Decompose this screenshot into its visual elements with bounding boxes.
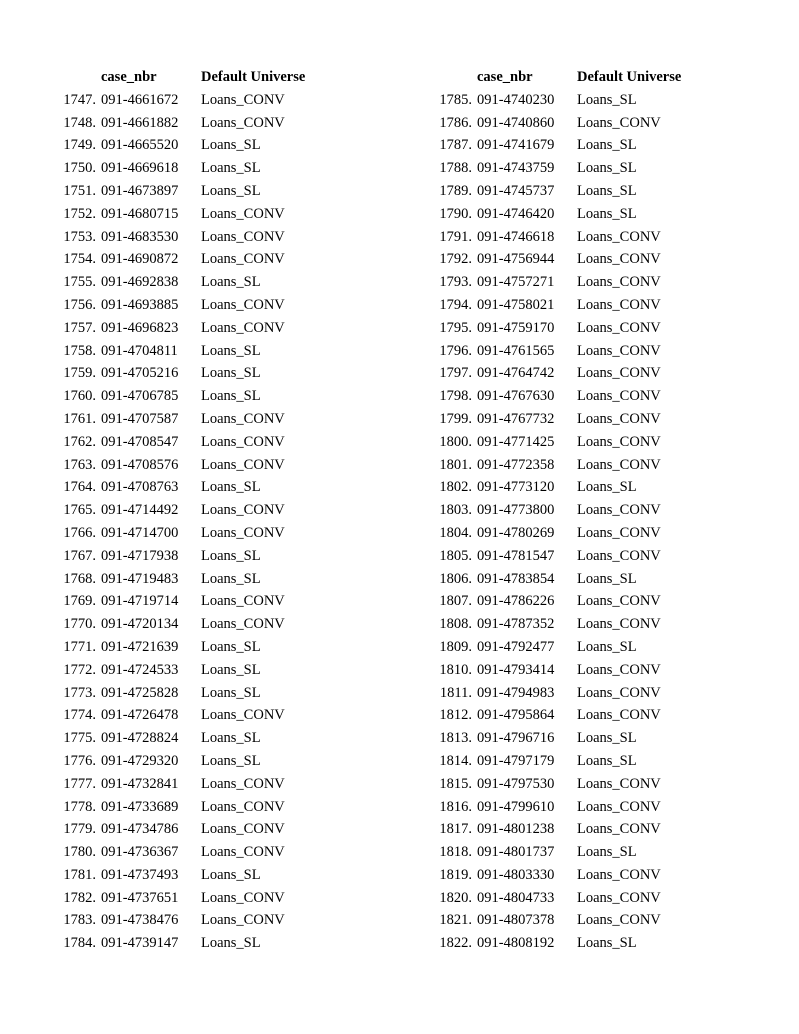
- default-universe-cell: Loans_CONV: [577, 684, 661, 701]
- row-index: 1759.: [63, 365, 96, 382]
- default-universe-cell: Loans_CONV: [577, 593, 661, 610]
- case-nbr-cell: 091-4708576: [101, 456, 179, 473]
- case-nbr-cell: 091-4801238: [477, 821, 555, 838]
- default-universe-cell: Loans_CONV: [577, 296, 661, 313]
- case-nbr-cell: 091-4725828: [101, 684, 179, 701]
- case-nbr-cell: 091-4719714: [101, 593, 179, 610]
- case-nbr-cell: 091-4729320: [101, 752, 179, 769]
- row-index: 1753.: [63, 228, 96, 245]
- row-index: 1800.: [439, 433, 472, 450]
- row-index: 1802.: [439, 479, 472, 496]
- default-universe-cell: Loans_CONV: [201, 228, 285, 245]
- row-index: 1797.: [439, 365, 472, 382]
- default-universe-cell: Loans_CONV: [577, 319, 661, 336]
- case-nbr-cell: 091-4736367: [101, 844, 179, 861]
- case-nbr-cell: 091-4719483: [101, 570, 179, 587]
- default-universe-cell: Loans_SL: [201, 570, 261, 587]
- default-universe-cell: Loans_CONV: [201, 296, 285, 313]
- default-universe-cell: Loans_CONV: [577, 433, 661, 450]
- row-index: 1788.: [439, 160, 472, 177]
- default-universe-cell: Loans_SL: [577, 160, 637, 177]
- default-universe-cell: Loans_SL: [201, 479, 261, 496]
- default-universe-cell: Loans_CONV: [577, 274, 661, 291]
- row-index: 1812.: [439, 707, 472, 724]
- default-universe-cell: Loans_CONV: [577, 866, 661, 883]
- case-nbr-cell: 091-4717938: [101, 547, 179, 564]
- default-universe-cell: Loans_CONV: [201, 593, 285, 610]
- case-nbr-cell: 091-4692838: [101, 274, 179, 291]
- case-nbr-cell: 091-4793414: [477, 661, 555, 678]
- row-index: 1816.: [439, 798, 472, 815]
- row-index: 1780.: [63, 844, 96, 861]
- case-nbr-cell: 091-4780269: [477, 524, 555, 541]
- case-nbr-cell: 091-4739147: [101, 935, 179, 952]
- header-case-nbr: case_nbr: [101, 69, 157, 85]
- case-nbr-cell: 091-4797530: [477, 775, 555, 792]
- row-index: 1768.: [63, 570, 96, 587]
- default-universe-cell: Loans_SL: [201, 137, 261, 154]
- case-nbr-cell: 091-4771425: [477, 433, 555, 450]
- case-nbr-cell: 091-4661882: [101, 114, 179, 131]
- default-universe-cell: Loans_CONV: [577, 410, 661, 427]
- case-nbr-cell: 091-4764742: [477, 365, 555, 382]
- row-index: 1796.: [439, 342, 472, 359]
- default-universe-cell: Loans_CONV: [577, 616, 661, 633]
- header-default-universe: Default Universe: [577, 69, 682, 85]
- case-nbr-cell: 091-4757271: [477, 274, 555, 291]
- case-nbr-cell: 091-4741679: [477, 137, 555, 154]
- case-nbr-cell: 091-4669618: [101, 160, 179, 177]
- case-nbr-cell: 091-4661672: [101, 91, 179, 108]
- row-index: 1769.: [63, 593, 96, 610]
- case-nbr-cell: 091-4803330: [477, 866, 555, 883]
- row-index: 1752.: [63, 205, 96, 222]
- default-universe-cell: Loans_CONV: [201, 912, 285, 929]
- row-index: 1793.: [439, 274, 472, 291]
- row-index: 1813.: [439, 730, 472, 747]
- default-universe-cell: Loans_SL: [201, 365, 261, 382]
- default-universe-cell: Loans_CONV: [577, 912, 661, 929]
- case-nbr-cell: 091-4801737: [477, 844, 555, 861]
- case-nbr-cell: 091-4759170: [477, 319, 555, 336]
- case-nbr-cell: 091-4783854: [477, 570, 555, 587]
- default-universe-cell: Loans_CONV: [577, 228, 661, 245]
- row-index: 1782.: [63, 889, 96, 906]
- row-index: 1789.: [439, 182, 472, 199]
- default-universe-cell: Loans_CONV: [201, 456, 285, 473]
- default-universe-cell: Loans_CONV: [577, 251, 661, 268]
- case-nbr-cell: 091-4767630: [477, 388, 555, 405]
- default-universe-cell: Loans_SL: [577, 479, 637, 496]
- default-universe-cell: Loans_CONV: [577, 661, 661, 678]
- case-nbr-cell: 091-4767732: [477, 410, 555, 427]
- row-index: 1750.: [63, 160, 96, 177]
- default-universe-cell: Loans_SL: [201, 160, 261, 177]
- row-index: 1761.: [63, 410, 96, 427]
- row-index: 1819.: [439, 866, 472, 883]
- case-nbr-cell: 091-4714700: [101, 524, 179, 541]
- row-index: 1755.: [63, 274, 96, 291]
- case-nbr-cell: 091-4746618: [477, 228, 555, 245]
- default-universe-cell: Loans_CONV: [201, 251, 285, 268]
- default-universe-cell: Loans_SL: [201, 866, 261, 883]
- row-index: 1749.: [63, 137, 96, 154]
- row-index: 1757.: [63, 319, 96, 336]
- row-index: 1771.: [63, 638, 96, 655]
- row-index: 1786.: [439, 114, 472, 131]
- default-universe-cell: Loans_CONV: [577, 456, 661, 473]
- case-nbr-cell: 091-4773800: [477, 502, 555, 519]
- row-index: 1807.: [439, 593, 472, 610]
- row-index: 1760.: [63, 388, 96, 405]
- case-nbr-cell: 091-4799610: [477, 798, 555, 815]
- default-universe-cell: Loans_CONV: [577, 775, 661, 792]
- row-index: 1794.: [439, 296, 472, 313]
- default-universe-cell: Loans_CONV: [201, 319, 285, 336]
- default-universe-cell: Loans_SL: [201, 661, 261, 678]
- row-index: 1754.: [63, 251, 96, 268]
- default-universe-cell: Loans_SL: [201, 730, 261, 747]
- row-index: 1758.: [63, 342, 96, 359]
- case-nbr-cell: 091-4673897: [101, 182, 179, 199]
- default-universe-cell: Loans_CONV: [201, 205, 285, 222]
- row-index: 1764.: [63, 479, 96, 496]
- row-index: 1803.: [439, 502, 472, 519]
- default-universe-cell: Loans_CONV: [577, 502, 661, 519]
- default-universe-cell: Loans_CONV: [577, 547, 661, 564]
- case-nbr-cell: 091-4707587: [101, 410, 179, 427]
- case-nbr-cell: 091-4714492: [101, 502, 179, 519]
- case-nbr-cell: 091-4807378: [477, 912, 555, 929]
- row-index: 1770.: [63, 616, 96, 633]
- default-universe-cell: Loans_CONV: [201, 707, 285, 724]
- default-universe-cell: Loans_SL: [577, 638, 637, 655]
- case-nbr-cell: 091-4743759: [477, 160, 555, 177]
- row-index: 1799.: [439, 410, 472, 427]
- row-index: 1778.: [63, 798, 96, 815]
- default-universe-cell: Loans_CONV: [201, 433, 285, 450]
- default-universe-cell: Loans_SL: [577, 752, 637, 769]
- row-index: 1817.: [439, 821, 472, 838]
- case-nbr-cell: 091-4740860: [477, 114, 555, 131]
- case-nbr-cell: 091-4772358: [477, 456, 555, 473]
- default-universe-cell: Loans_SL: [201, 342, 261, 359]
- default-universe-cell: Loans_CONV: [201, 616, 285, 633]
- case-nbr-cell: 091-4733689: [101, 798, 179, 815]
- case-nbr-cell: 091-4728824: [101, 730, 179, 747]
- row-index: 1814.: [439, 752, 472, 769]
- default-universe-cell: Loans_CONV: [577, 798, 661, 815]
- case-nbr-cell: 091-4732841: [101, 775, 179, 792]
- case-nbr-cell: 091-4706785: [101, 388, 179, 405]
- row-index: 1811.: [439, 684, 472, 701]
- row-index: 1756.: [63, 296, 96, 313]
- default-universe-cell: Loans_CONV: [201, 114, 285, 131]
- default-universe-cell: Loans_SL: [201, 638, 261, 655]
- default-universe-cell: Loans_SL: [201, 935, 261, 952]
- row-index: 1801.: [439, 456, 472, 473]
- default-universe-cell: Loans_SL: [201, 547, 261, 564]
- row-index: 1820.: [439, 889, 472, 906]
- default-universe-cell: Loans_SL: [201, 182, 261, 199]
- row-index: 1773.: [63, 684, 96, 701]
- case-nbr-cell: 091-4804733: [477, 889, 555, 906]
- case-nbr-cell: 091-4720134: [101, 616, 179, 633]
- row-index: 1783.: [63, 912, 96, 929]
- default-universe-cell: Loans_CONV: [577, 889, 661, 906]
- row-index: 1808.: [439, 616, 472, 633]
- default-universe-cell: Loans_CONV: [201, 91, 285, 108]
- row-index: 1791.: [439, 228, 472, 245]
- default-universe-cell: Loans_CONV: [577, 524, 661, 541]
- row-index: 1804.: [439, 524, 472, 541]
- row-index: 1792.: [439, 251, 472, 268]
- default-universe-cell: Loans_CONV: [201, 844, 285, 861]
- row-index: 1779.: [63, 821, 96, 838]
- default-universe-cell: Loans_SL: [577, 205, 637, 222]
- row-index: 1784.: [63, 935, 96, 952]
- case-nbr-cell: 091-4794983: [477, 684, 555, 701]
- case-nbr-cell: 091-4683530: [101, 228, 179, 245]
- case-nbr-cell: 091-4726478: [101, 707, 179, 724]
- default-universe-cell: Loans_CONV: [201, 410, 285, 427]
- row-index: 1821.: [439, 912, 472, 929]
- case-nbr-cell: 091-4745737: [477, 182, 555, 199]
- default-universe-cell: Loans_CONV: [201, 502, 285, 519]
- case-nbr-cell: 091-4705216: [101, 365, 179, 382]
- row-index: 1785.: [439, 91, 472, 108]
- case-nbr-cell: 091-4773120: [477, 479, 555, 496]
- row-index: 1795.: [439, 319, 472, 336]
- case-nbr-cell: 091-4680715: [101, 205, 179, 222]
- row-index: 1763.: [63, 456, 96, 473]
- default-universe-cell: Loans_CONV: [201, 821, 285, 838]
- row-index: 1777.: [63, 775, 96, 792]
- case-nbr-cell: 091-4693885: [101, 296, 179, 313]
- default-universe-cell: Loans_SL: [201, 684, 261, 701]
- default-universe-cell: Loans_SL: [577, 730, 637, 747]
- case-nbr-cell: 091-4781547: [477, 547, 555, 564]
- row-index: 1809.: [439, 638, 472, 655]
- case-nbr-cell: 091-4756944: [477, 251, 555, 268]
- case-nbr-cell: 091-4797179: [477, 752, 555, 769]
- case-nbr-cell: 091-4738476: [101, 912, 179, 929]
- case-nbr-cell: 091-4786226: [477, 593, 555, 610]
- case-nbr-cell: 091-4796716: [477, 730, 555, 747]
- case-nbr-cell: 091-4792477: [477, 638, 555, 655]
- header-default-universe: Default Universe: [201, 69, 306, 85]
- default-universe-cell: Loans_CONV: [201, 775, 285, 792]
- default-universe-cell: Loans_SL: [201, 752, 261, 769]
- row-index: 1787.: [439, 137, 472, 154]
- row-index: 1815.: [439, 775, 472, 792]
- row-index: 1806.: [439, 570, 472, 587]
- row-index: 1767.: [63, 547, 96, 564]
- default-universe-cell: Loans_CONV: [201, 798, 285, 815]
- default-universe-cell: Loans_SL: [577, 182, 637, 199]
- case-nbr-cell: 091-4721639: [101, 638, 179, 655]
- default-universe-cell: Loans_CONV: [577, 821, 661, 838]
- default-universe-cell: Loans_SL: [201, 388, 261, 405]
- row-index: 1766.: [63, 524, 96, 541]
- case-nbr-cell: 091-4690872: [101, 251, 179, 268]
- case-nbr-cell: 091-4761565: [477, 342, 555, 359]
- case-nbr-cell: 091-4758021: [477, 296, 555, 313]
- row-index: 1776.: [63, 752, 96, 769]
- case-nbr-cell: 091-4795864: [477, 707, 555, 724]
- default-universe-cell: Loans_CONV: [577, 365, 661, 382]
- default-universe-cell: Loans_CONV: [577, 707, 661, 724]
- row-index: 1774.: [63, 707, 96, 724]
- default-universe-cell: Loans_SL: [201, 274, 261, 291]
- case-nbr-cell: 091-4746420: [477, 205, 555, 222]
- row-index: 1781.: [63, 866, 96, 883]
- default-universe-cell: Loans_SL: [577, 91, 637, 108]
- default-universe-cell: Loans_CONV: [201, 524, 285, 541]
- row-index: 1762.: [63, 433, 96, 450]
- case-nbr-cell: 091-4740230: [477, 91, 555, 108]
- case-nbr-cell: 091-4708763: [101, 479, 179, 496]
- row-index: 1798.: [439, 388, 472, 405]
- case-nbr-cell: 091-4787352: [477, 616, 555, 633]
- row-index: 1772.: [63, 661, 96, 678]
- default-universe-cell: Loans_SL: [577, 570, 637, 587]
- default-universe-cell: Loans_CONV: [577, 342, 661, 359]
- row-index: 1805.: [439, 547, 472, 564]
- case-nbr-cell: 091-4665520: [101, 137, 179, 154]
- case-nbr-cell: 091-4734786: [101, 821, 179, 838]
- case-nbr-cell: 091-4696823: [101, 319, 179, 336]
- row-index: 1775.: [63, 730, 96, 747]
- case-nbr-cell: 091-4737651: [101, 889, 179, 906]
- header-case-nbr: case_nbr: [477, 69, 533, 85]
- case-nbr-cell: 091-4808192: [477, 935, 555, 952]
- row-index: 1747.: [63, 91, 96, 108]
- row-index: 1790.: [439, 205, 472, 222]
- default-universe-cell: Loans_CONV: [577, 114, 661, 131]
- case-nbr-cell: 091-4708547: [101, 433, 179, 450]
- default-universe-cell: Loans_CONV: [577, 388, 661, 405]
- case-nbr-cell: 091-4704811: [101, 342, 178, 359]
- default-universe-cell: Loans_SL: [577, 137, 637, 154]
- default-universe-cell: Loans_SL: [577, 935, 637, 952]
- row-index: 1818.: [439, 844, 472, 861]
- row-index: 1748.: [63, 114, 96, 131]
- default-universe-cell: Loans_CONV: [201, 889, 285, 906]
- case-nbr-cell: 091-4724533: [101, 661, 179, 678]
- default-universe-cell: Loans_SL: [577, 844, 637, 861]
- case-nbr-cell: 091-4737493: [101, 866, 179, 883]
- row-index: 1810.: [439, 661, 472, 678]
- row-index: 1822.: [439, 935, 472, 952]
- row-index: 1765.: [63, 502, 96, 519]
- row-index: 1751.: [63, 182, 96, 199]
